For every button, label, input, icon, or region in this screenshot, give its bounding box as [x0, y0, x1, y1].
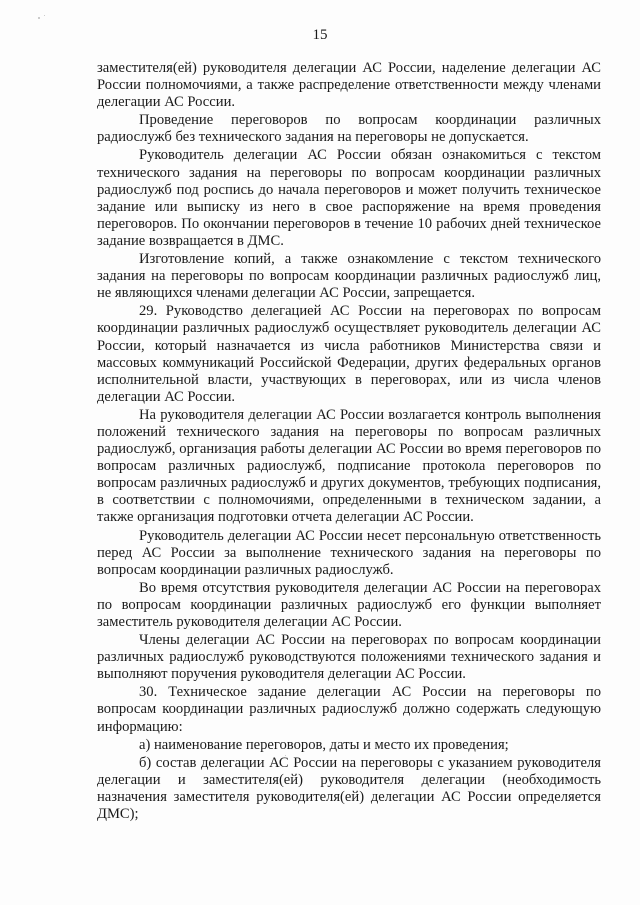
- paragraph: Проведение переговоров по вопросам координации различных радиослужб без технического задания на переговоры не допускается.: [97, 112, 601, 146]
- scan-speck: [44, 15, 45, 16]
- paragraph-continuation: заместителя(ей) руководителя делегации АС России, наделение делегации АС России полномочиями, а также распределение ответственности между членами делегации АС России.: [97, 60, 601, 111]
- document-body: [97, 60, 601, 823]
- paragraph: Руководитель делегации АС России несет персональную ответственность перед АС России за выполнение технического задания на переговоры по вопросам координации различных радиослужб.: [97, 527, 601, 578]
- paragraph-item-30: 30. Техническое задание делегации АС России на переговоры по вопросам координации различных радиослужб должно содержать следующую информацию:: [97, 684, 601, 735]
- paragraph: Изготовление копий, а также ознакомление с текстом технического задания на переговоры по вопросам координации различных радиослужб лиц, не являющихся членами делегации АС России, запрещается.: [97, 251, 601, 302]
- paragraph: Члены делегации АС России на переговорах по вопросам координации различных радиослужб руководствуются положениями технического задания и выполняют поручения руководителя делегации АС России.: [97, 632, 601, 683]
- paragraph: Во время отсутствия руководителя делегации АС России на переговорах по вопросам координации различных радиослужб его функции выполняет заместитель руководителя делегации АС России.: [97, 579, 601, 630]
- paragraph-item-29: 29. Руководство делегацией АС России на переговорах по вопросам координации различных радиослужб осуществляет руководитель делегации АС России, который назначается из числа работников Министерства связи и массовых коммуникаций Российской Федерации, других федеральных органов исполнительной власти, участвующих в переговорах, или из числа членов делегации АС России.: [97, 303, 601, 405]
- page-number: 15: [312, 27, 328, 43]
- scan-speck: [38, 17, 40, 19]
- paragraph: Руководитель делегации АС России обязан ознакомиться с текстом технического задания на переговоры по вопросам координации различных радиослужб под роспись до начала переговоров и может получить техническое задание или выписку из него в свое распоряжение на время проведения переговоров. По окончании переговоров в течение 10 рабочих дней техническое задание возвращается в ДМС.: [97, 147, 601, 249]
- list-item-b: б) состав делегации АС России на переговоры с указанием руководителя делегации и заместителя(ей) руководителя делегации (необходимость назначения заместителя руководителя(ей) делегации АС России определяется ДМС);: [97, 754, 601, 823]
- list-item-a: а) наименование переговоров, даты и место их проведения;: [139, 736, 509, 753]
- paragraph: На руководителя делегации АС России возлагается контроль выполнения положений технического задания на переговоры по вопросам различных радиослужб, организация работы делегации АС России во время переговоров по вопросам различных радиослужб, подписание протокола переговоров по вопросам различных радиослужб и других документов, требующих подписания, в соответствии с полномочиями, определенными в техническом задании, а также организация подготовки отчета делегации АС России.: [97, 406, 601, 526]
